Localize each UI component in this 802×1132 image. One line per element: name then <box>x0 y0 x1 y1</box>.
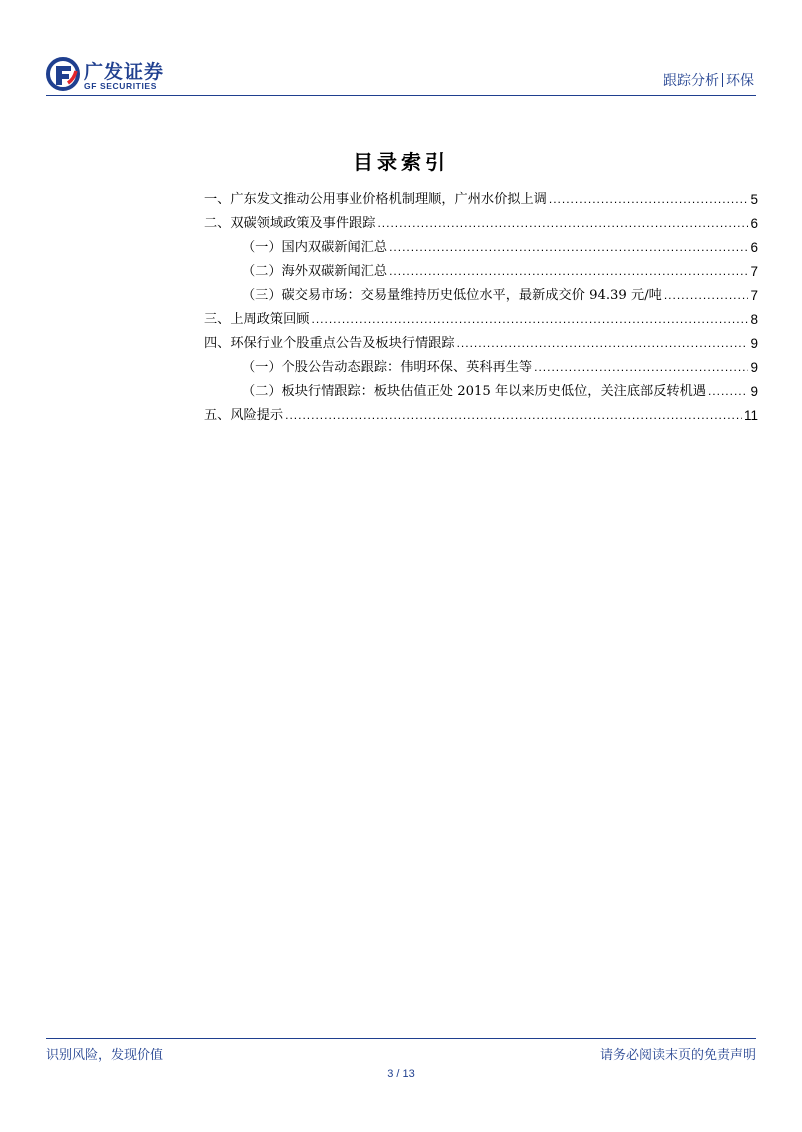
company-logo <box>46 57 186 93</box>
toc-entry[interactable] <box>204 327 758 351</box>
toc-entry-label: 四、环保行业个股重点公告及板块行情跟踪 <box>204 336 455 351</box>
toc-leader-dots <box>377 215 748 231</box>
report-type: 跟踪分析 <box>663 73 719 89</box>
toc-entry-page: 9 <box>750 384 758 399</box>
toc-leader-dots <box>549 191 749 207</box>
toc-entry-label: （一）个股公告动态跟踪：伟明环保、英科再生等 <box>242 360 533 375</box>
logo-chinese-name: 广发证券 <box>84 61 165 83</box>
footer-slogan: 识别风险，发现价值 <box>46 1048 164 1063</box>
footer-rule <box>46 1038 756 1039</box>
gf-logo-icon <box>46 57 80 91</box>
toc-leader-dots <box>312 311 749 327</box>
header-rule <box>46 95 756 96</box>
toc-entry[interactable] <box>204 255 758 279</box>
toc-entry[interactable] <box>204 207 758 231</box>
toc-leader-dots <box>389 263 748 279</box>
industry-name: 环保 <box>726 73 754 89</box>
toc-entry-label: （二）海外双碳新闻汇总 <box>242 264 388 279</box>
page-number: 3 / 13 <box>387 1068 415 1080</box>
toc-entry[interactable] <box>204 183 758 207</box>
footer-disclaimer-note: 请务必阅读末页的免责声明 <box>599 1048 756 1063</box>
toc-entry[interactable] <box>204 351 758 375</box>
toc-entry-label: 二、双碳领域政策及事件跟踪 <box>204 216 376 231</box>
toc-entry-label: （三）碳交易市场：交易量维持历史低位水平，最新成交价 94.39 元/吨 <box>242 288 662 303</box>
toc-entry-label: （一）国内双碳新闻汇总 <box>242 240 388 255</box>
toc-entry-page: 6 <box>750 216 758 231</box>
toc-entry-label: （二）板块行情跟踪：板块估值正处 2015 年以来历史低位，关注底部反转机遇 <box>242 384 706 399</box>
toc-entry-page: 11 <box>743 408 758 423</box>
toc-leader-dots <box>534 359 748 375</box>
toc-entry-page: 7 <box>750 264 758 279</box>
toc-leader-dots <box>708 383 749 399</box>
logo-english-name: GF SECURITIES <box>84 81 157 91</box>
report-category <box>663 70 754 90</box>
toc-entry-page: 6 <box>750 240 758 255</box>
toc-entry[interactable] <box>204 231 758 255</box>
toc-leader-dots <box>389 239 748 255</box>
toc-entry-page: 5 <box>750 192 758 207</box>
toc-entry[interactable] <box>204 303 758 327</box>
toc-entry[interactable] <box>204 375 758 399</box>
toc-entry-label: 五、风险提示 <box>204 408 284 423</box>
toc-entry-page: 8 <box>750 312 758 327</box>
toc-leader-dots <box>457 335 749 351</box>
toc-title: 目录索引 <box>353 150 449 174</box>
toc-entry-page: 7 <box>750 288 758 303</box>
header-divider <box>722 73 723 87</box>
page-header <box>0 0 802 96</box>
toc-entry[interactable] <box>204 279 758 303</box>
toc-entry-label: 三、上周政策回顾 <box>204 312 310 327</box>
toc-entry-label: 一、广东发文推动公用事业价格机制理顺，广州水价拟上调 <box>204 192 547 207</box>
table-of-contents <box>204 183 758 423</box>
toc-entry-page: 9 <box>750 336 758 351</box>
toc-leader-dots <box>664 287 749 303</box>
toc-entry-page: 9 <box>750 360 758 375</box>
toc-entry[interactable] <box>204 399 758 423</box>
toc-leader-dots <box>285 407 742 423</box>
